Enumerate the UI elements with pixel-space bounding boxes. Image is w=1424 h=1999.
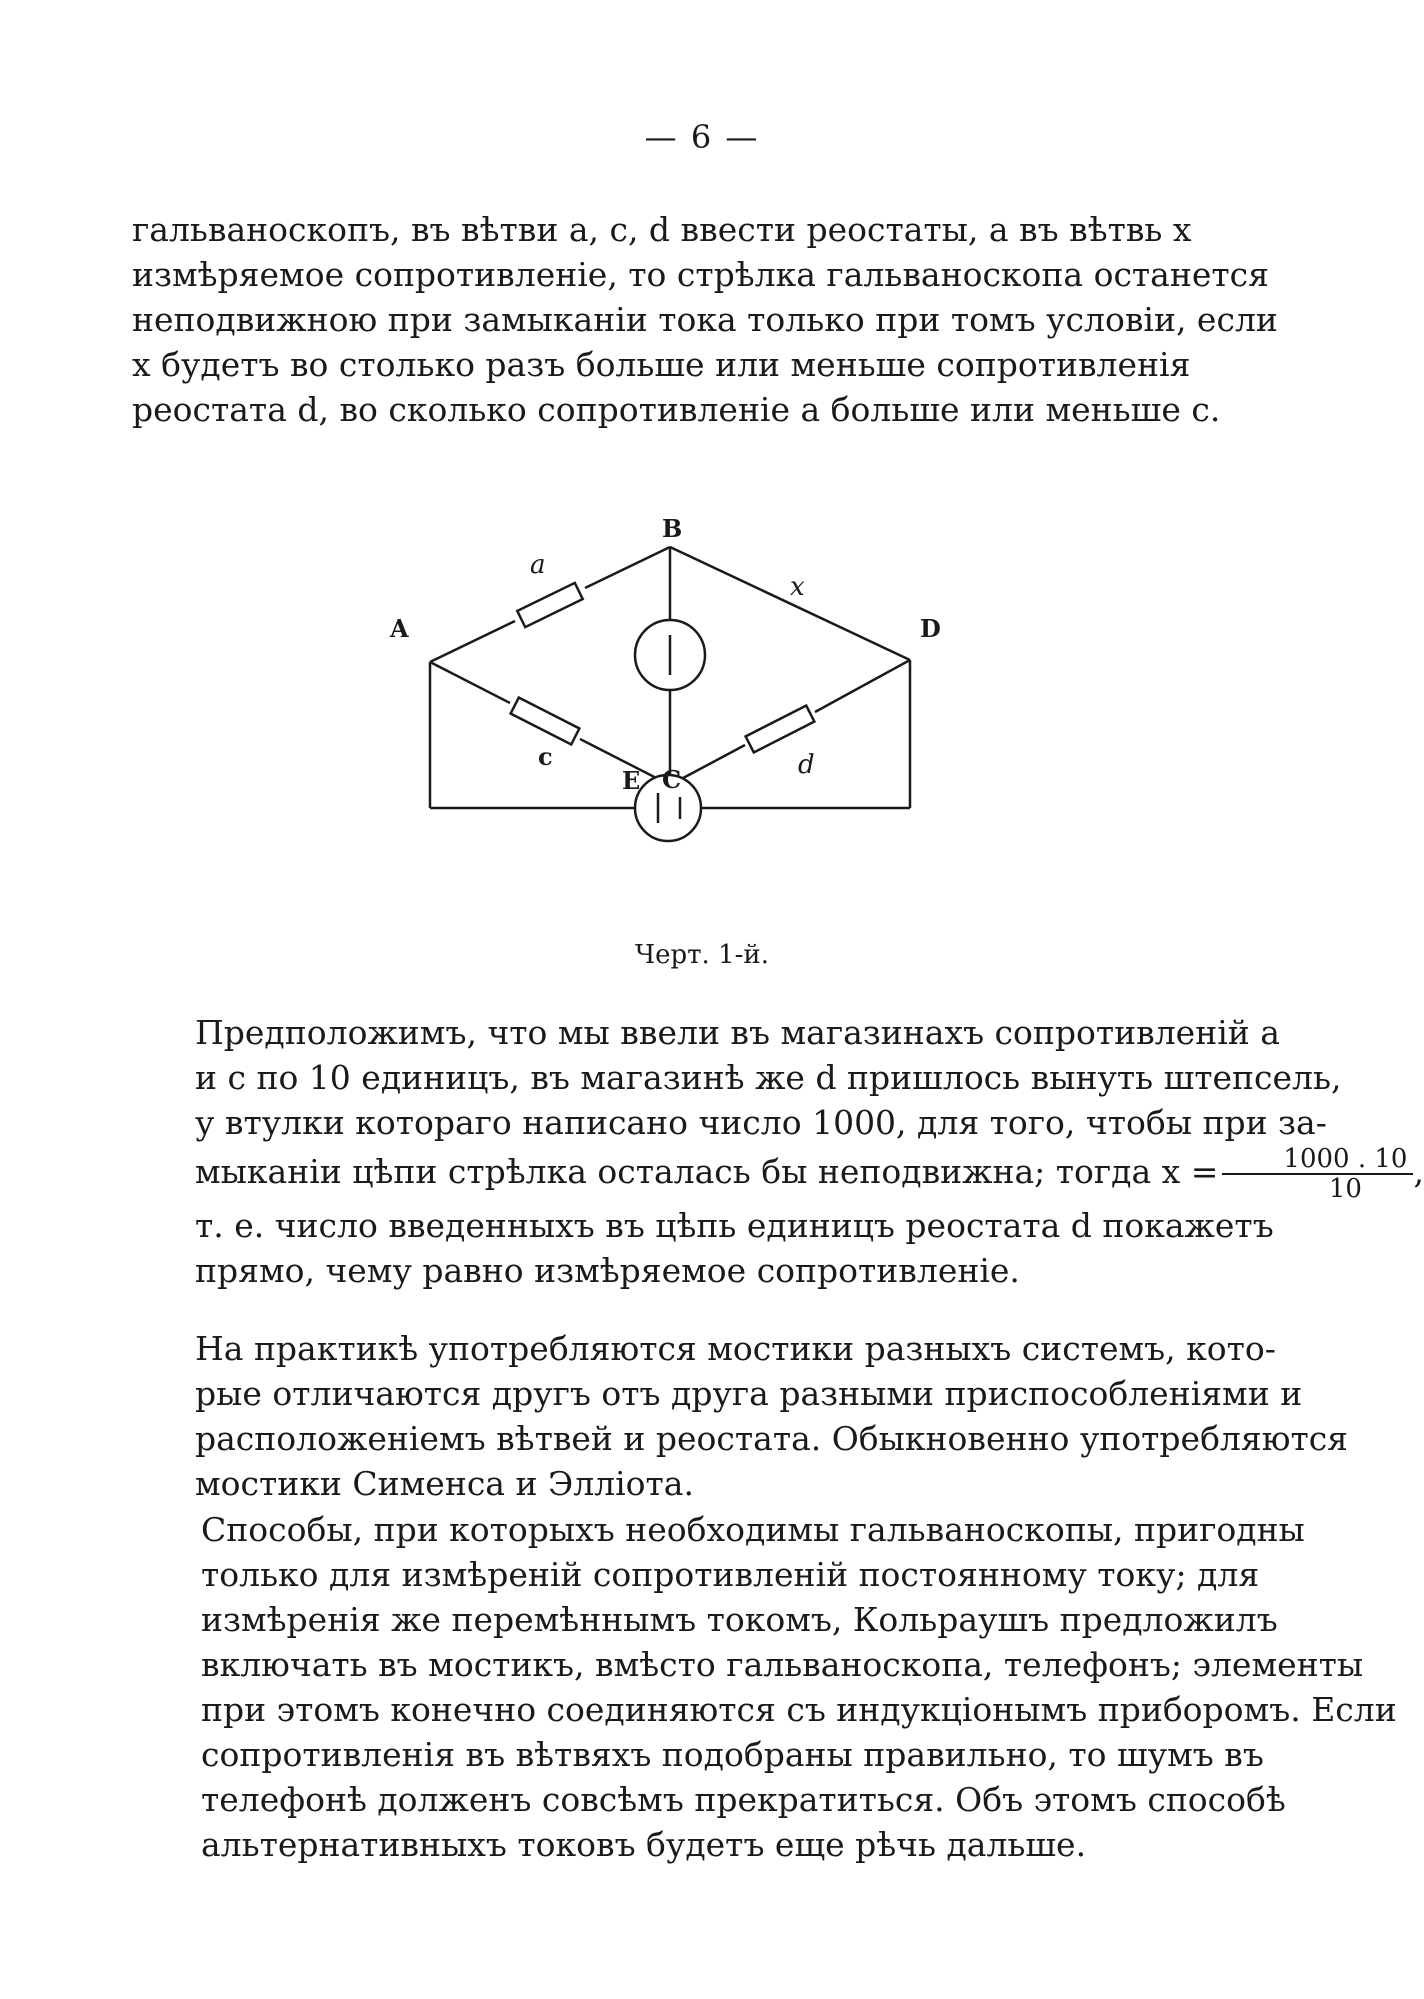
wire-d-right — [815, 660, 910, 712]
text-line: т. е. число введенныхъ въ цѣпь единицъ реостата d покажетъ — [195, 1206, 1274, 1245]
text-line: альтернативныхъ токовъ будетъ еще рѣчь дальше. — [201, 1825, 1087, 1864]
paragraph-4 — [146, 1507, 1397, 1867]
branch-label-d: d — [798, 750, 815, 780]
branch-label-x: x — [790, 572, 805, 602]
text-line: и c по 10 единицъ, въ магазинѣ же d пришлось вынуть штепсель, — [195, 1058, 1342, 1097]
node-label-d: D — [920, 614, 941, 643]
text-line: мостики Сименса и Эллiота. — [195, 1464, 694, 1503]
text-line: измѣряемое сопротивленіе, то стрѣлка гальваноскопа останется — [132, 255, 1269, 294]
text-line: при этомъ конечно соединяются съ индукціонымъ приборомъ. Если — [201, 1690, 1397, 1729]
resistor-a — [517, 583, 582, 627]
page-number: — 6 — — [644, 118, 760, 156]
text-line: рые отличаются другъ отъ друга разными приспособленіями и — [195, 1374, 1303, 1413]
paragraph-1 — [132, 207, 1278, 432]
node-label-b: B — [662, 514, 683, 543]
text-line-with-fraction — [140, 1144, 1424, 1204]
wire-a-right — [585, 547, 670, 588]
text-line: включать въ мостикъ, вмѣсто гальваноскопа, телефонъ; элементы — [201, 1645, 1364, 1684]
text-line: x будетъ во столько разъ больше или меньше сопротивленія — [132, 345, 1191, 384]
text-line: неподвижною при замыканіи тока только при томъ условіи, если — [132, 300, 1278, 339]
text-line: только для измѣреній сопротивленій постоянному току; для — [201, 1555, 1260, 1594]
branch-label-c: c — [538, 742, 553, 771]
text-line: сопротивленія въ вѣтвяхъ подобраны правильно, то шумъ въ — [201, 1735, 1264, 1774]
text-line: реостата d, во сколько сопротивленіе a больше или меньше c. — [132, 390, 1221, 429]
text-line: расположеніемъ вѣтвей и реостата. Обыкновенно употребляются — [195, 1419, 1349, 1458]
wire-c-left — [430, 662, 510, 703]
text-line: прямо, чему равно измѣряемое сопротивленіе. — [195, 1251, 1020, 1290]
node-label-e: E — [622, 766, 641, 795]
resistor-d — [746, 706, 815, 753]
text-line: телефонѣ долженъ совсѣмъ прекратиться. Объ этомъ способѣ — [201, 1780, 1286, 1819]
figure-caption: Черт. 1-й. — [635, 940, 769, 970]
text-line: Способы, при которыхъ необходимы гальваноскопы, пригодны — [201, 1510, 1305, 1549]
fraction-numerator: 1000 . 10 — [1222, 1145, 1413, 1175]
fraction-denominator: 10 — [1328, 1174, 1362, 1204]
fraction — [1222, 1145, 1413, 1203]
text-line: измѣренія же перемѣннымъ токомъ, Кольраушъ предложилъ — [201, 1600, 1278, 1639]
wire-x — [670, 547, 910, 660]
branch-label-a: a — [530, 550, 546, 580]
text-line: у втулки котораго написано число 1000, для того, чтобы при за- — [195, 1103, 1327, 1142]
text-line: На практикѣ употребляются мостики разныхъ системъ, кото- — [195, 1329, 1276, 1368]
paragraph-2 — [140, 1010, 1424, 1293]
wheatstone-bridge-diagram — [390, 514, 970, 935]
text-line: мыканіи цѣпи стрѣлка осталась бы неподвижна; тогда x = — [195, 1152, 1219, 1191]
paragraph-3 — [140, 1326, 1349, 1506]
text-line: гальваноскопъ, въ вѣтви a, c, d ввести реостаты, а въ вѣтвь x — [132, 210, 1192, 249]
node-label-a: A — [390, 614, 409, 643]
node-label-c: C — [662, 765, 682, 794]
text-line: Предположимъ, что мы ввели въ магазинахъ сопротивленій a — [195, 1013, 1280, 1052]
wire-a-left — [430, 621, 515, 662]
fraction-trailing-comma: , — [1413, 1152, 1424, 1191]
resistor-c — [511, 698, 580, 745]
